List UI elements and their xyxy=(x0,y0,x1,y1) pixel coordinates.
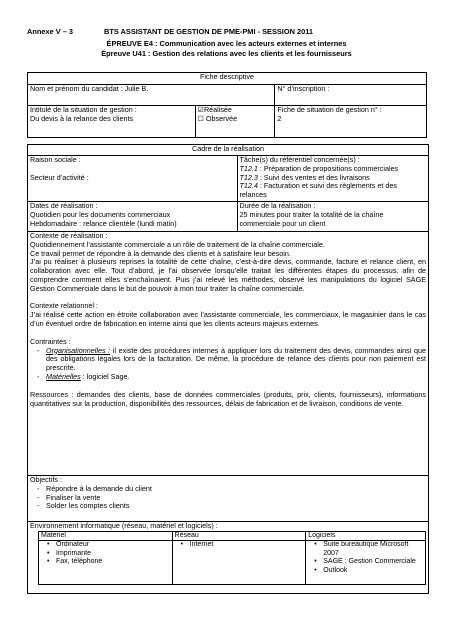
col-materiel: Matériel xyxy=(39,531,173,541)
fiche-number-cell xyxy=(275,106,427,138)
col-logiciels: Logiciels xyxy=(306,531,426,541)
realisee-checkbox[interactable]: ☑Réalisée xyxy=(197,105,232,114)
contexte-paragraph: J’ai pu réaliser à plusieurs reprises la totalité de cette chaîne, c’est-à-dire devis, commande, facture et relance client, en collaboration avec elle. Tout d’abord, je l’ai observée lorsqu’elle traitait les différentes étapes du processus, afin de comprendre comment elles s’enchaînaient. Puis j’ai relevé les méthodes, observé les manipulations du logiciel SAGE Gestion Commerciale dans le but de pouvoir à mon tour traiter la chaîne commerciale. xyxy=(30,257,426,293)
reseau-list xyxy=(175,541,304,550)
objectifs-cell xyxy=(28,476,429,522)
col-reseau: Réseau xyxy=(172,531,306,541)
exam-title: BTS ASSISTANT DE GESTION DE PME-PMI - SESSION 2011 xyxy=(104,27,314,36)
raison-sociale-cell xyxy=(28,156,238,202)
cadre-table xyxy=(27,144,429,594)
logiciels-list xyxy=(308,541,423,575)
duree-label: Durée de la réalisation : xyxy=(239,201,316,210)
epreuve-title: ÉPREUVE E4 : Communication avec les acteurs externes et internes xyxy=(106,39,347,48)
taches-cell xyxy=(237,156,428,202)
duree-cell xyxy=(237,202,428,232)
environnement-cell xyxy=(28,522,429,594)
task-item: T12.3 : Suivi des ventes et des livraisons xyxy=(239,172,370,182)
situation-cell xyxy=(28,106,196,138)
environnement-label: Environnement informatique (réseau, matériel et logiciels) : xyxy=(30,521,218,530)
duree-value: 25 minutes pour traiter la totalité de la chaîne commerciale pour un client xyxy=(239,209,384,228)
environnement-table xyxy=(38,531,426,586)
dates-label: Dates de réalisation : xyxy=(30,201,98,210)
materiel-list xyxy=(41,541,170,567)
objectifs-label: Objectifs : xyxy=(30,475,62,484)
unit-title: Épreuve U41 : Gestion des relations avec les clients et les fournisseurs xyxy=(101,49,352,58)
contexte-cell xyxy=(28,232,429,476)
list-item: • Ordinateur xyxy=(56,541,170,550)
logiciels-list-cell xyxy=(306,541,426,585)
list-item: • Suite bureautique Microsoft 2007 xyxy=(323,541,423,558)
raison-sociale-label: Raison sociale : xyxy=(30,155,81,164)
relationnel-text: J’ai réalisé cette action en étroite collaboration avec l’assistante commerciale, les commerciaux, le magasinier dans le cas d’un éventuel ordre de fabrication en interne ainsi que les clients acteurs majeurs externes. xyxy=(30,310,426,329)
secteur-label: Secteur d’activité : xyxy=(30,172,89,182)
list-item: • Imprimante xyxy=(56,550,170,559)
situation-value: Du devis à la relance des clients xyxy=(30,113,134,123)
taches-label: Tâche(s) du référentiel concernée(s) : xyxy=(239,155,360,164)
list-item: • SAGE : Gestion Commerciale xyxy=(323,558,423,567)
reseau-list-cell xyxy=(172,541,306,585)
objectif-item: - Solder les comptes clients xyxy=(30,502,426,511)
materiel-list-cell xyxy=(39,541,173,585)
situation-label: Intitulé de la situation de gestion : xyxy=(30,105,137,114)
contrainte-materielle: - Matérielles : logiciel Sage. xyxy=(30,373,426,382)
list-item: • Outlook xyxy=(323,567,423,576)
fiche-table xyxy=(27,72,427,138)
dates-line-2: Hebdomadaire : relance clientèle (lundi matin) xyxy=(30,218,177,228)
contexte-line-2: Ce travail permet de répondre à la demande des clients et à satisfaire leur besoin. xyxy=(30,248,291,258)
inscription-number: N° d’inscription : xyxy=(275,85,427,106)
observee-checkbox[interactable]: ☐ Observée xyxy=(197,113,238,123)
ressources-text: Ressources : demandes des clients, base de données commerciales (produits, prix, clients, fournisseurs), informations quantitatives sur la production, disponibilités des ressources, délais de fabrication et de livraison, conditions de vente. xyxy=(30,389,426,408)
fiche-title: Fiche descriptive xyxy=(28,73,427,85)
dates-line-1: Quotidien pour les documents commerciaux xyxy=(30,209,171,219)
relationnel-label: Contexte relationnel : xyxy=(30,301,98,311)
objectif-item: - Finaliser la vente xyxy=(30,494,426,503)
dates-cell xyxy=(28,202,238,232)
fiche-number-value: 2 xyxy=(277,113,282,123)
objectif-item: - Répondre à la demande du client xyxy=(30,485,426,494)
annex-label: Annexe V – 3 xyxy=(27,27,74,36)
contexte-line-1: Quotidiennement l’assistante commerciale a un rôle de traitement de la chaîne commerciale. xyxy=(30,239,325,249)
contraintes-label: Contraintes : xyxy=(30,336,71,346)
cadre-title: Cadre de la réalisation xyxy=(28,145,429,156)
fiche-number-label: Fiche de situation de gestion n° : xyxy=(277,105,382,114)
status-cell xyxy=(195,106,275,138)
contexte-label: Contexte de réalisation : xyxy=(30,231,108,240)
task-item: T12.4 : Facturation et suivi des règlements et des relances xyxy=(239,181,397,200)
candidate-name: Nom et prénom du candidat : Julie B. xyxy=(28,85,275,106)
task-item: T12.1 : Préparation de propositions commerciales xyxy=(239,163,399,173)
contrainte-organisationnelle: - Organisationnelles : il existe des procédures internes à appliquer lors du traitement des devis, commandes ainsi que des obligations légales lors de la facturation. De même, la procédure de relance des clients pour non paiement est prescrite. xyxy=(30,347,426,373)
list-item: • Internet xyxy=(190,541,304,550)
list-item: • Fax, téléphone xyxy=(56,558,170,567)
